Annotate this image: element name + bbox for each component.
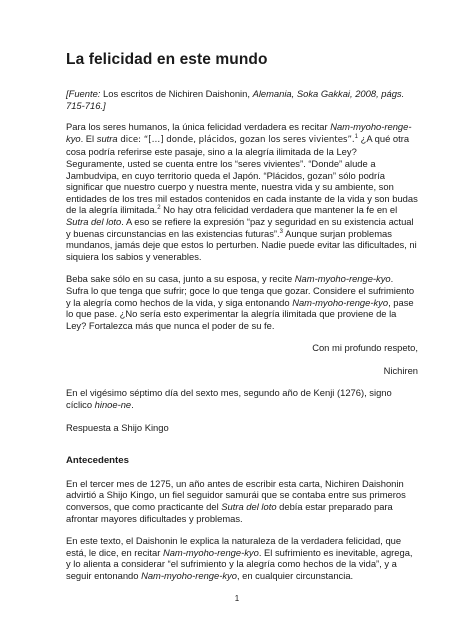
document-body [66, 88, 418, 593]
p1-text-c: . El [80, 132, 97, 144]
p1-text-i: No hay otra felicidad verdadera que mantener la fe en el [160, 204, 398, 216]
a2-text-e: , en cualquier circunstancia. [236, 570, 354, 581]
p2-text-c: . Sufra lo que tenga que sufrir; goce lo que tenga que gozar. Considere el sufrimiento y la alegría como hechos de la vida, y siga entonando [66, 273, 415, 308]
p1-quote: dice: “[…] donde, plácidos, gozan los seres vivientes”. [117, 134, 355, 145]
p2-text-a: Beba sake sólo en su casa, junto a su esposa, y recite [66, 273, 295, 285]
date-text: En el vigésimo séptimo día del sexto mes, segundo año de Kenji (1276), signo cíclico [66, 387, 392, 411]
antecedentes-paragraph-1 [66, 478, 418, 524]
date-line [66, 387, 418, 410]
p1-text-k: . A eso se refiere la expresión “paz y seguridad en su existencia actual y buenas circunstancias en las existencias futuras”. [66, 215, 414, 239]
p1-mantra: Nam-myoho-renge-kyo [66, 121, 412, 144]
source-citation [66, 88, 418, 111]
source-label: Fuente: [68, 88, 101, 99]
section-heading-antecedentes: Antecedentes [66, 455, 129, 467]
closing-line: Con mi profundo respeto, [312, 342, 418, 354]
signature: Nichiren [383, 364, 418, 376]
p1-text-a: Para los seres humanos, la única felicidad verdadera es recitar [66, 121, 331, 133]
source-open-bracket: [ [66, 88, 69, 99]
p2-mantra-1: Nam-myoho-renge-kyo [294, 273, 391, 285]
antecedentes-paragraph-2 [66, 535, 418, 581]
p1-text-g: ¿A qué otra cosa podría referirse este pasaje, sino a la alegría ilimitada de la Ley? Seguramente, usted se cuenta entre los “seres vivientes”. “Donde” alude a Jambudvipa, en cuyo territorio queda el Japón. “Plácidos, gozan” sólo podría significar que nuestro cuerpo y nuestra mente, nuestra vida y su ambiente, son entidades de los tres mil estados contenidos en cada instante de la vida y son budas de la alegría ilimitada. [66, 132, 418, 216]
a2-mantra-2: Nam-myoho-renge-kyo [141, 570, 237, 581]
footnote-ref-2: 2 [157, 205, 161, 212]
p1-lotus-sutra: Sutra del loto [66, 215, 122, 227]
source-close-bracket: ] [103, 99, 106, 111]
p2-mantra-2: Nam-myoho-renge-kyo [292, 296, 389, 308]
p2-text-e: , pase lo que pase. ¿No sería esto experimentar la alegría ilimitada que proviene de la Ley? Fortalezca más que nunca el poder de su fe. [66, 296, 414, 331]
a1-text-a: En el tercer mes de 1275, un año antes de escribir esta carta, Nichiren Daishonin advirtió a Shijo Kingo, un fiel seguidor samurái que se contaba entre sus primeros conversos, que como practicante del [66, 477, 406, 513]
reply-line: Respuesta a Shijo Kingo [66, 421, 169, 433]
footnote-ref-3: 3 [279, 228, 283, 235]
a1-lotus-sutra: Sutra del loto [221, 501, 277, 513]
a2-text-a: En este texto, el Daishonin le explica la naturaleza de la verdadera felicidad, que está, le dice, en recitar [66, 535, 402, 558]
source-text: Los escritos de Nichiren Daishonin, [100, 88, 253, 99]
p1-text-m: Aunque surjan problemas mundanos, jamás deje que estos lo perturben. Nadie puede evitar las dificultades, ni siquiera los sabios y venerables. [66, 227, 417, 262]
paragraph-2 [66, 273, 418, 331]
paragraph-1 [66, 121, 418, 262]
document-title: La felicidad en este mundo [66, 51, 268, 68]
a1-text-c: debía estar preparado para afrontar mayores dificultades y problemas. [66, 501, 393, 524]
date-end: . [131, 399, 134, 411]
p1-sutra: sutra [96, 132, 118, 144]
page-number: 1 [234, 594, 240, 603]
a2-text-c: . El sufrimiento es inevitable, agrega, y lo alienta a considerar “el sufrimiento y la alegría como hechos de la vida”, y a seguir entonando [66, 546, 413, 581]
source-publication: Alemania, Soka Gakkai, 2008, págs. 715-716. [66, 88, 405, 111]
a2-mantra-1: Nam-myoho-renge-kyo [162, 546, 259, 558]
date-cyclic-sign: hinoe-ne [94, 399, 132, 411]
footnote-ref-1: 1 [354, 133, 358, 140]
